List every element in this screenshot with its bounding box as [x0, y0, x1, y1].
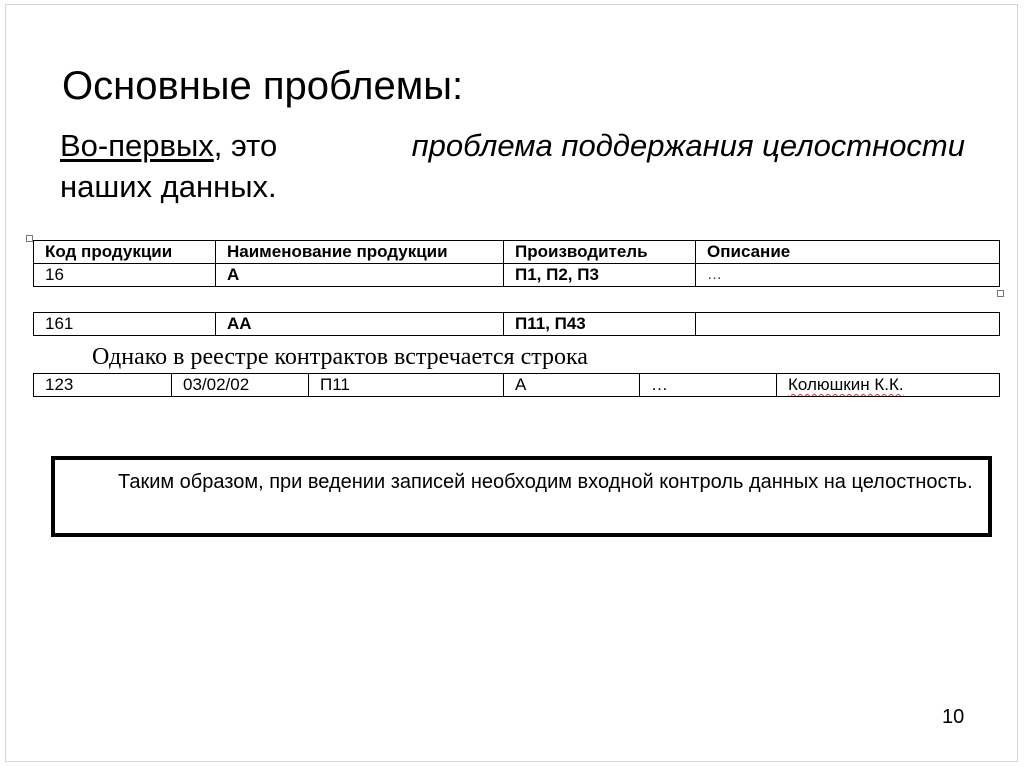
- intro-lead-group: [60, 125, 277, 166]
- table-row: [34, 313, 1000, 336]
- products-header-row: [34, 241, 1000, 264]
- cell-ellipsis: …: [640, 374, 777, 397]
- table-move-handle: [26, 235, 33, 242]
- contracts-note: Однако в реестре контрактов встречается строка: [92, 344, 588, 370]
- table-row: [34, 374, 1000, 397]
- contract-row-table: [33, 373, 1000, 397]
- cell-manufacturer: П11: [309, 374, 504, 397]
- header-description: Описание: [696, 241, 1000, 264]
- cell-product-code: 161: [34, 313, 216, 336]
- cell-contract-number: 123: [34, 374, 172, 397]
- page-number: 10: [942, 706, 965, 728]
- cell-manufacturer: П1, П2, П3: [504, 264, 696, 287]
- intro-lead: Во-первых: [60, 128, 214, 163]
- table-row: [34, 264, 1000, 287]
- cell-responsible: [777, 374, 1000, 397]
- cell-manufacturer: П11, П43: [504, 313, 696, 336]
- intro-connector: , это: [213, 128, 278, 163]
- header-product-code: Код продукции: [34, 241, 216, 264]
- cell-description: [696, 313, 1000, 336]
- intro-emphasis: проблема поддержания целостности: [411, 128, 965, 163]
- cell-product-name: А: [216, 264, 504, 287]
- slide-title: Основные проблемы:: [62, 64, 464, 108]
- header-manufacturer: Производитель: [504, 241, 696, 264]
- cell-product-name: А: [504, 374, 640, 397]
- responsible-name: Колюшкин К.К.: [788, 375, 904, 394]
- intro-paragraph: [60, 125, 965, 207]
- conclusion-box: [51, 456, 992, 537]
- cell-description: …: [696, 264, 1000, 287]
- cell-contract-date: 03/02/02: [172, 374, 309, 397]
- conclusion-text: Таким образом, при ведении записей необходим входной контроль данных на целостность.: [118, 471, 973, 493]
- products-table: [33, 240, 1000, 287]
- cell-product-name: АА: [216, 313, 504, 336]
- product-row-table: [33, 312, 1000, 336]
- cell-product-code: 16: [34, 264, 216, 287]
- header-product-name: Наименование продукции: [216, 241, 504, 264]
- intro-line-2: наших данных.: [60, 169, 277, 204]
- table-resize-handle: [997, 290, 1004, 297]
